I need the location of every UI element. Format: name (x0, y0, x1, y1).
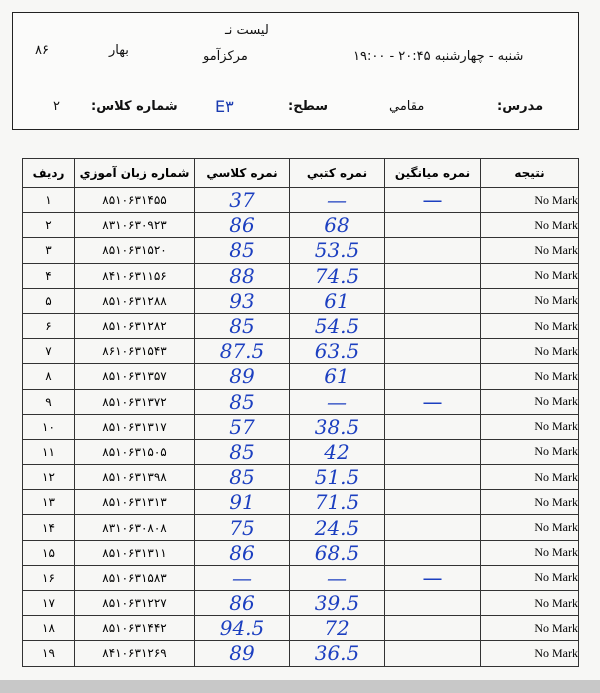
row-number-cell: ۱۷ (23, 591, 75, 616)
result-cell: No Mark (481, 616, 579, 641)
student-id-cell: ۸۵۱۰۶۳۱۴۵۵ (75, 188, 195, 213)
class-grade-cell: 89 (195, 641, 290, 666)
class-grade-cell: 85 (195, 389, 290, 414)
table-row (23, 288, 579, 313)
result-cell: No Mark (481, 490, 579, 515)
written-grade-cell: 54.5 (290, 313, 385, 338)
written-grade-cell: 53.5 (290, 238, 385, 263)
class-grade-cell: 85 (195, 238, 290, 263)
average-grade-cell (385, 364, 481, 389)
student-id-cell: ۸۵۱۰۶۳۱۵۲۰ (75, 238, 195, 263)
class-grade-cell: 86 (195, 213, 290, 238)
average-grade-cell: — (385, 389, 481, 414)
class-grade-cell: 75 (195, 515, 290, 540)
result-cell: No Mark (481, 565, 579, 590)
table-row (23, 616, 579, 641)
written-grade-cell: 36.5 (290, 641, 385, 666)
row-number-cell: ۱۴ (23, 515, 75, 540)
result-cell: No Mark (481, 263, 579, 288)
student-id-cell: ۸۵۱۰۶۳۱۳۱۳ (75, 490, 195, 515)
header-result: نتيجه (481, 159, 579, 188)
result-cell: No Mark (481, 364, 579, 389)
student-id-cell: ۸۵۱۰۶۳۱۳۱۱ (75, 540, 195, 565)
written-grade-cell: 51.5 (290, 465, 385, 490)
level-value: E۳ (215, 97, 234, 116)
row-number-cell: ۱۶ (23, 565, 75, 590)
table-row (23, 389, 579, 414)
average-grade-cell (385, 213, 481, 238)
written-grade-cell: 42 (290, 439, 385, 464)
row-number-cell: ۲ (23, 213, 75, 238)
average-grade-cell: — (385, 188, 481, 213)
class-grade-cell: 85 (195, 439, 290, 464)
header-row-number: رديف (23, 159, 75, 188)
row-number-cell: ۱۰ (23, 414, 75, 439)
header-student-id: شماره زبان آموزي (75, 159, 195, 188)
class-grade-cell: 93 (195, 288, 290, 313)
class-grade-cell: 89 (195, 364, 290, 389)
student-id-cell: ۸۵۱۰۶۳۱۳۹۸ (75, 465, 195, 490)
center-label: مرکزآمو (203, 49, 248, 64)
teacher-label: مدرس: (497, 99, 544, 114)
table-row (23, 465, 579, 490)
result-cell: No Mark (481, 313, 579, 338)
average-grade-cell (385, 439, 481, 464)
average-grade-cell (385, 540, 481, 565)
written-grade-cell: — (290, 389, 385, 414)
row-number-cell: ۷ (23, 339, 75, 364)
written-grade-cell: 74.5 (290, 263, 385, 288)
class-grade-cell: 86 (195, 591, 290, 616)
average-grade-cell (385, 263, 481, 288)
class-grade-cell: 87.5 (195, 339, 290, 364)
student-id-cell: ۸۵۱۰۶۳۱۳۵۷ (75, 364, 195, 389)
table-row (23, 414, 579, 439)
student-id-cell: ۸۴۱۰۶۳۱۱۵۶ (75, 263, 195, 288)
written-grade-cell: 38.5 (290, 414, 385, 439)
row-number-cell: ۱۵ (23, 540, 75, 565)
result-cell: No Mark (481, 591, 579, 616)
grades-body (23, 188, 579, 667)
written-grade-cell: 63.5 (290, 339, 385, 364)
table-row (23, 313, 579, 338)
result-cell: No Mark (481, 213, 579, 238)
result-cell: No Mark (481, 414, 579, 439)
result-cell: No Mark (481, 439, 579, 464)
average-grade-cell (385, 616, 481, 641)
written-grade-cell: 71.5 (290, 490, 385, 515)
student-id-cell: ۸۵۱۰۶۳۱۲۸۲ (75, 313, 195, 338)
student-id-cell: ۸۵۱۰۶۳۱۳۱۷ (75, 414, 195, 439)
table-row (23, 490, 579, 515)
row-number-cell: ۶ (23, 313, 75, 338)
table-row (23, 515, 579, 540)
average-grade-cell (385, 465, 481, 490)
average-grade-cell (385, 641, 481, 666)
row-number-cell: ۱۳ (23, 490, 75, 515)
table-row (23, 238, 579, 263)
class-grade-cell: 88 (195, 263, 290, 288)
header-box (12, 12, 579, 130)
result-cell: No Mark (481, 339, 579, 364)
average-grade-cell (385, 339, 481, 364)
average-grade-cell (385, 490, 481, 515)
class-grade-cell: — (195, 565, 290, 590)
class-grade-cell: 91 (195, 490, 290, 515)
table-row (23, 540, 579, 565)
student-id-cell: ۸۵۱۰۶۳۱۳۷۲ (75, 389, 195, 414)
written-grade-cell: 68 (290, 213, 385, 238)
row-number-cell: ۱۸ (23, 616, 75, 641)
row-number-cell: ۳ (23, 238, 75, 263)
result-cell: No Mark (481, 540, 579, 565)
table-row (23, 364, 579, 389)
student-id-cell: ۸۶۱۰۶۳۱۵۴۳ (75, 339, 195, 364)
result-cell: No Mark (481, 389, 579, 414)
class-grade-cell: 57 (195, 414, 290, 439)
row-number-cell: ۴ (23, 263, 75, 288)
written-grade-cell: 61 (290, 364, 385, 389)
average-grade-cell (385, 414, 481, 439)
list-title: لیست نـ (225, 23, 269, 38)
student-id-cell: ۸۵۱۰۶۳۱۲۸۸ (75, 288, 195, 313)
grades-table (22, 158, 579, 667)
written-grade-cell: — (290, 188, 385, 213)
table-row (23, 213, 579, 238)
student-id-cell: ۸۳۱۰۶۳۰۹۲۳ (75, 213, 195, 238)
student-id-cell: ۸۳۱۰۶۳۰۸۰۸ (75, 515, 195, 540)
row-number-cell: ۱۱ (23, 439, 75, 464)
header-class-grade: نمره کلاسي (195, 159, 290, 188)
average-grade-cell (385, 515, 481, 540)
row-number-cell: ۱ (23, 188, 75, 213)
written-grade-cell: 72 (290, 616, 385, 641)
table-row (23, 565, 579, 590)
class-number-value: ۲ (53, 99, 60, 114)
table-row (23, 188, 579, 213)
term-number: ۸۶ (35, 43, 49, 58)
written-grade-cell: 39.5 (290, 591, 385, 616)
table-header-row (23, 159, 579, 188)
header-written-grade: نمره کتبي (290, 159, 385, 188)
average-grade-cell (385, 288, 481, 313)
class-grade-cell: 85 (195, 465, 290, 490)
class-number-label: شماره کلاس: (91, 99, 178, 114)
result-cell: No Mark (481, 288, 579, 313)
student-id-cell: ۸۴۱۰۶۳۱۲۶۹ (75, 641, 195, 666)
result-cell: No Mark (481, 188, 579, 213)
student-id-cell: ۸۵۱۰۶۳۱۴۴۲ (75, 616, 195, 641)
row-number-cell: ۸ (23, 364, 75, 389)
class-grade-cell: 94.5 (195, 616, 290, 641)
table-row (23, 591, 579, 616)
average-grade-cell (385, 238, 481, 263)
class-grade-cell: 85 (195, 313, 290, 338)
row-number-cell: ۵ (23, 288, 75, 313)
student-id-cell: ۸۵۱۰۶۳۱۵۰۵ (75, 439, 195, 464)
written-grade-cell: 68.5 (290, 540, 385, 565)
table-row (23, 439, 579, 464)
student-id-cell: ۸۵۱۰۶۳۱۵۸۳ (75, 565, 195, 590)
written-grade-cell: 61 (290, 288, 385, 313)
student-id-cell: ۸۵۱۰۶۳۱۲۲۷ (75, 591, 195, 616)
level-label: سطح: (288, 99, 329, 114)
table-row (23, 641, 579, 666)
row-number-cell: ۱۹ (23, 641, 75, 666)
result-cell: No Mark (481, 515, 579, 540)
schedule-text: شنبه - چهارشنبه ۲۰:۴۵ - ۱۹:۰۰ (353, 49, 524, 64)
table-row (23, 339, 579, 364)
scan-edge (0, 680, 600, 693)
class-grade-cell: 86 (195, 540, 290, 565)
teacher-value: مقامي (389, 99, 425, 114)
result-cell: No Mark (481, 641, 579, 666)
row-number-cell: ۹ (23, 389, 75, 414)
header-average-grade: نمره ميانگين (385, 159, 481, 188)
average-grade-cell (385, 591, 481, 616)
result-cell: No Mark (481, 465, 579, 490)
written-grade-cell: — (290, 565, 385, 590)
average-grade-cell (385, 313, 481, 338)
average-grade-cell: — (385, 565, 481, 590)
written-grade-cell: 24.5 (290, 515, 385, 540)
class-grade-cell: 37 (195, 188, 290, 213)
result-cell: No Mark (481, 238, 579, 263)
row-number-cell: ۱۲ (23, 465, 75, 490)
table-row (23, 263, 579, 288)
term-label: بهار (109, 43, 129, 58)
